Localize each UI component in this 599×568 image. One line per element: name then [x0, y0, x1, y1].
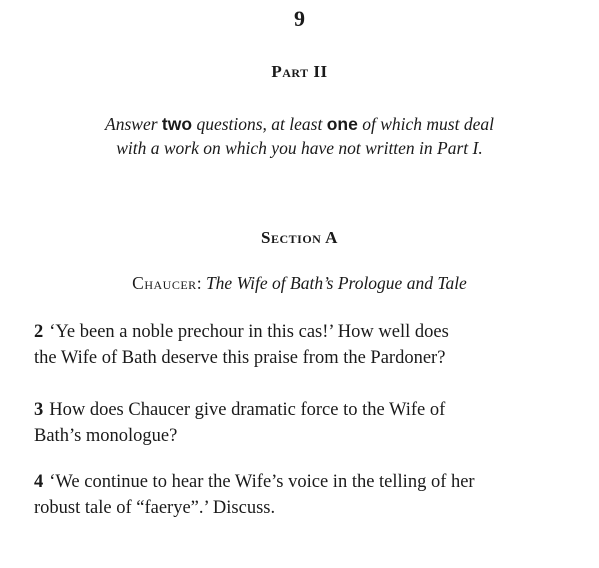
instructions-text: Answer	[105, 114, 162, 134]
set-text-heading	[0, 273, 599, 294]
instructions-emphasis-one: one	[326, 114, 358, 134]
instructions-emphasis-two: two	[161, 114, 193, 134]
question-text: ‘Ye been a noble prechour in this cas!’ How well does	[49, 322, 449, 342]
question-number: 4	[34, 472, 44, 492]
question-line	[34, 319, 574, 345]
question-line: robust tale of “faerye”.’ Discuss.	[34, 498, 276, 518]
instructions-line-1	[0, 112, 599, 136]
part-heading: Part II	[271, 62, 328, 81]
instructions-text: questions, at least	[192, 114, 327, 134]
set-text-separator: :	[196, 273, 206, 293]
question-line	[34, 469, 574, 495]
instructions-line-2: with a work on which you have not written in Part I.	[116, 138, 483, 158]
page-number: 9	[294, 6, 305, 31]
question-text: ‘We continue to hear the Wife’s voice in the telling of her	[49, 472, 475, 492]
question-line	[34, 397, 574, 423]
question-text: How does Chaucer give dramatic force to the Wife of	[49, 400, 446, 420]
set-text-title: The Wife of Bath’s Prologue and Tale	[205, 273, 467, 293]
question-4	[34, 469, 574, 521]
question-number: 3	[34, 400, 44, 420]
question-line: Bath’s monologue?	[34, 426, 178, 446]
question-2	[34, 319, 574, 371]
set-text-author: Chaucer	[132, 273, 197, 293]
question-number: 2	[34, 322, 44, 342]
section-heading: Section A	[261, 228, 338, 247]
instructions-text: of which must deal	[357, 114, 494, 134]
part-instructions	[0, 112, 599, 160]
question-line: the Wife of Bath deserve this praise from the Pardoner?	[34, 348, 446, 368]
question-3	[34, 397, 574, 449]
